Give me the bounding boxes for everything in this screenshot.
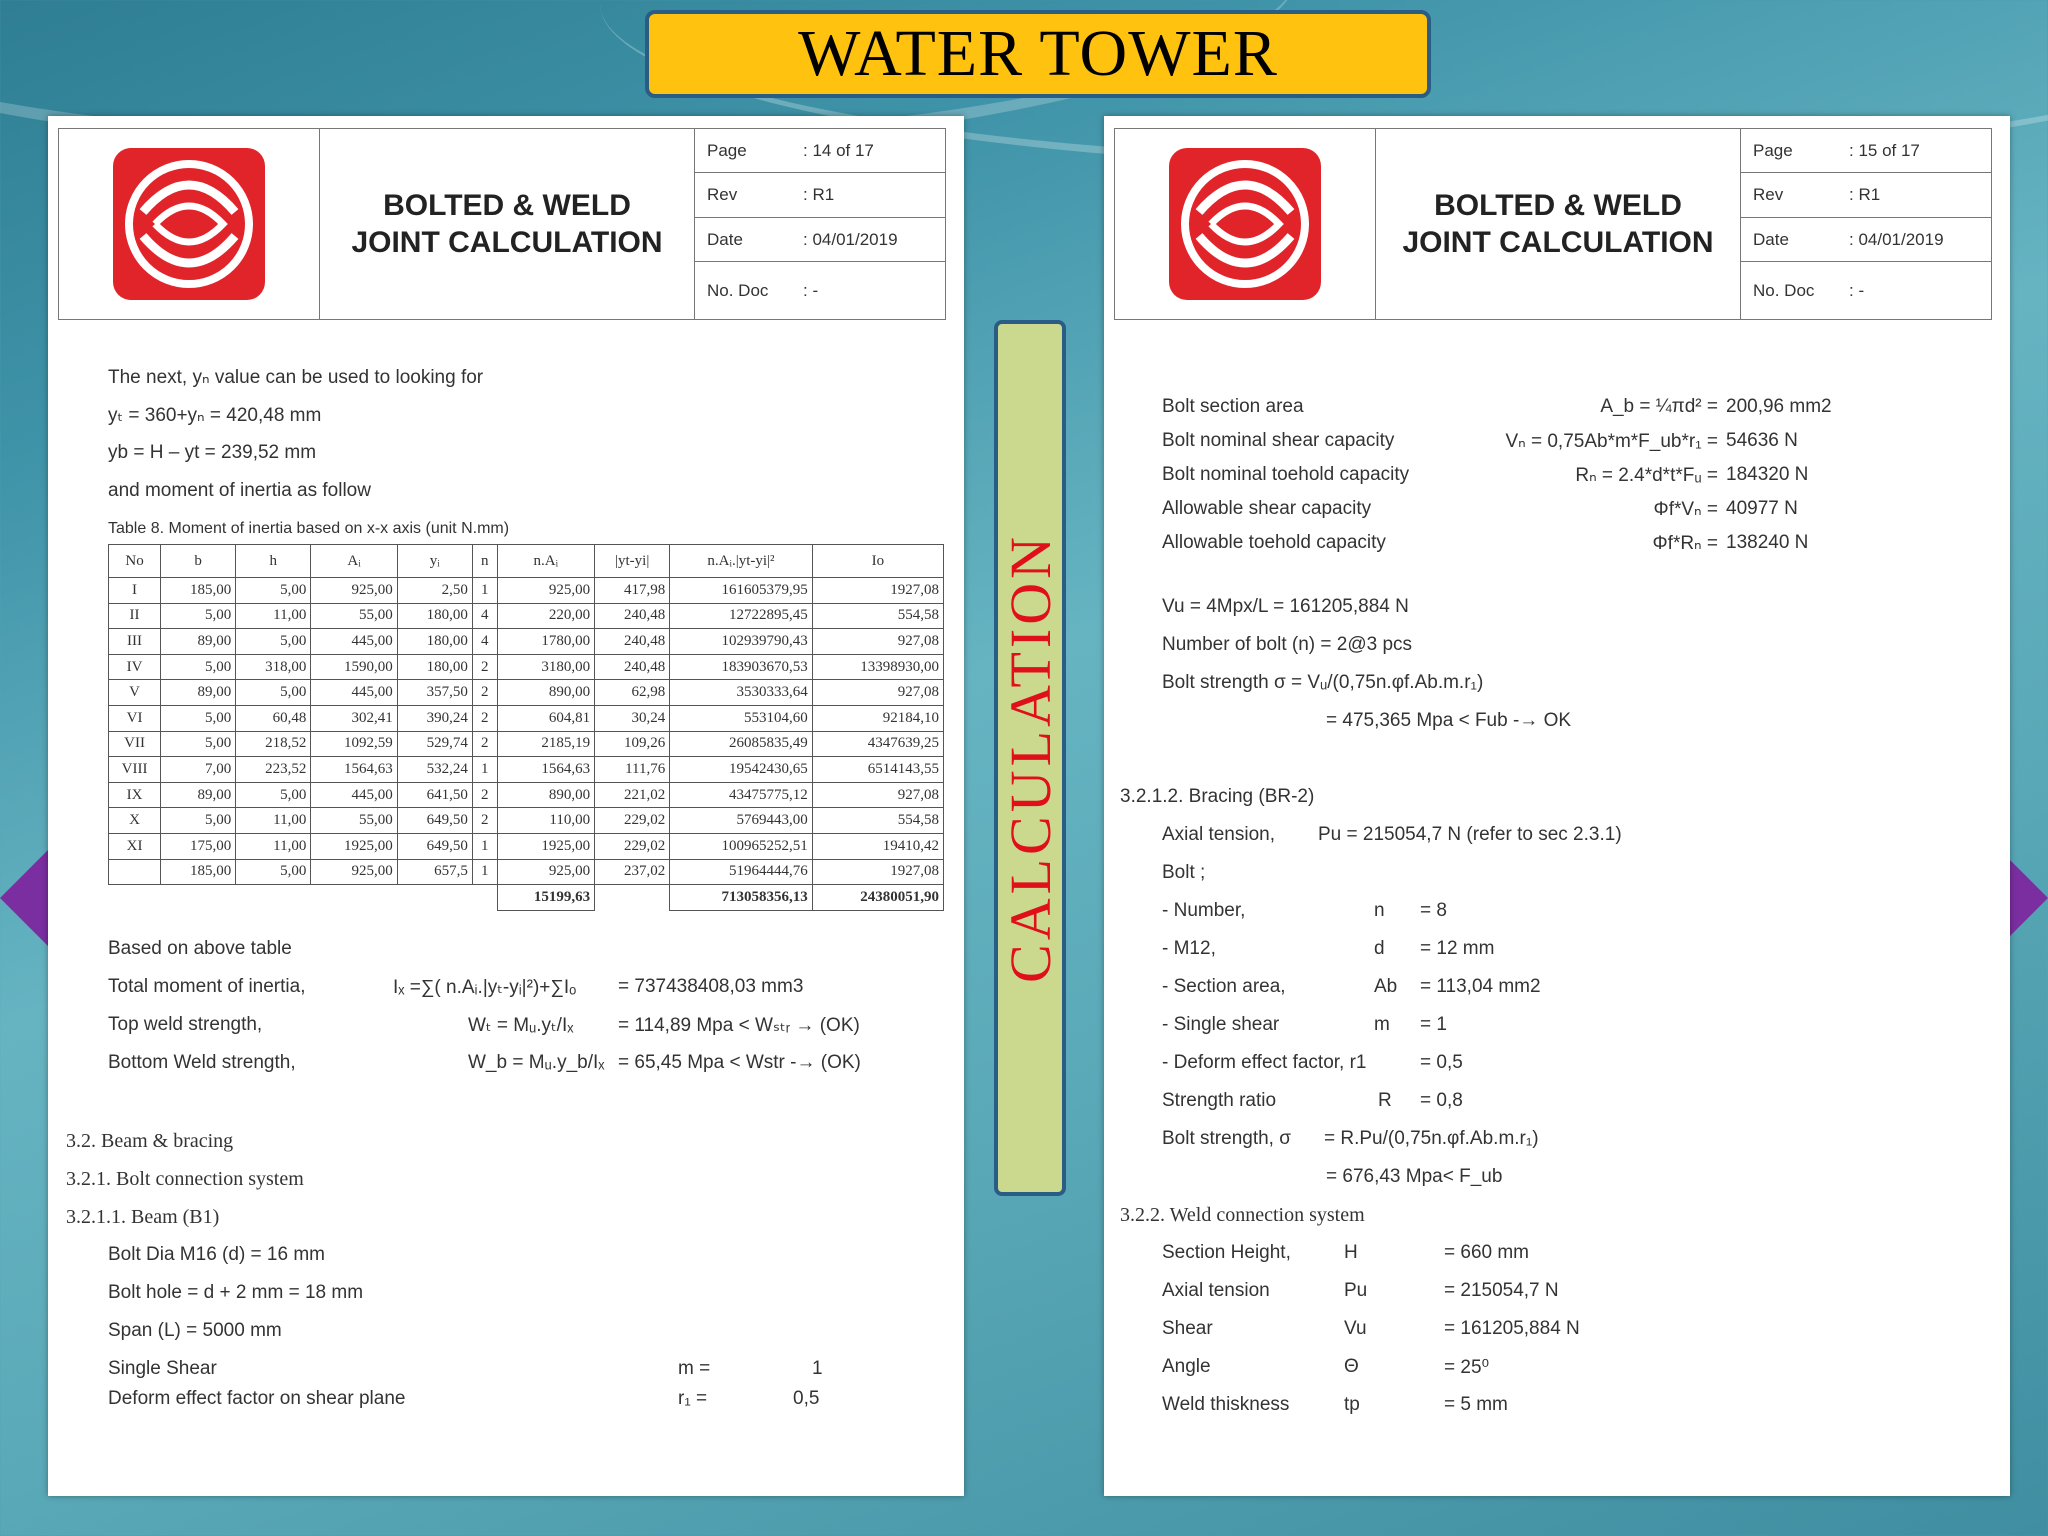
- table-cell: 11,00: [236, 603, 311, 629]
- table-empty-cell: [236, 885, 311, 911]
- table-cell: 11,00: [236, 833, 311, 859]
- capacity-value: 40977 N: [1726, 498, 1798, 519]
- table-cell: 1: [472, 859, 497, 885]
- table-cell: 445,00: [311, 629, 397, 655]
- date-value: : 04/01/2019: [803, 229, 898, 249]
- table-cell: 2: [472, 680, 497, 706]
- bs-result: = 676,43 Mpa< F_ub: [1326, 1166, 1503, 1187]
- table-cell: 229,02: [595, 808, 670, 834]
- table-cell: 1780,00: [497, 629, 595, 655]
- table-cell: 649,50: [397, 808, 472, 834]
- table-cell: 529,74: [397, 731, 472, 757]
- ratio-symbol: R: [1378, 1090, 1392, 1111]
- table-cell: 180,00: [397, 629, 472, 655]
- table-cell: 110,00: [497, 808, 595, 834]
- table-cell: 5,00: [236, 629, 311, 655]
- table-cell: 318,00: [236, 654, 311, 680]
- bolt-item-value: = 8: [1420, 900, 1447, 921]
- table-cell: 554,58: [812, 603, 943, 629]
- capacity-formula: A_b = ¼πd² =: [1600, 396, 1718, 417]
- table-cell: 927,08: [812, 680, 943, 706]
- weld-item-value: = 660 mm: [1444, 1242, 1530, 1263]
- doc-value: : -: [803, 280, 819, 300]
- table-cell: 92184,10: [812, 705, 943, 731]
- table-row: [109, 603, 944, 629]
- table-cell: 175,00: [161, 833, 236, 859]
- table-cell: 417,98: [595, 578, 670, 604]
- table-cell: 302,41: [311, 705, 397, 731]
- top-weld-formula: Wₜ = Mᵤ.yₜ/Iₓ: [468, 1015, 574, 1036]
- rev-value: : R1: [803, 185, 835, 205]
- weld-item-label: Weld thiskness: [1162, 1394, 1290, 1415]
- page-value: : 15 of 17: [1849, 140, 1920, 160]
- table-header-cell: h: [236, 545, 311, 578]
- table-empty-cell: [109, 885, 161, 911]
- table-cell: 1: [472, 833, 497, 859]
- side-label: CALCULATION: [997, 533, 1063, 983]
- slide-title-box: [645, 10, 1431, 98]
- header-title: [1376, 129, 1741, 319]
- table-cell: 554,58: [812, 808, 943, 834]
- capacity-value: 184320 N: [1726, 464, 1809, 485]
- table-cell: 43475775,12: [670, 782, 812, 808]
- page-label: Page: [707, 140, 747, 160]
- table-cell: 1927,08: [812, 578, 943, 604]
- top-weld-label: Top weld strength,: [108, 1014, 263, 1035]
- table-cell: III: [109, 629, 161, 655]
- ratio-label: Strength ratio: [1162, 1090, 1277, 1111]
- table-header-cell: n.Aᵢ: [497, 545, 595, 578]
- capacity-label: Bolt nominal shear capacity: [1162, 430, 1395, 451]
- document-page-left: [48, 116, 964, 1496]
- bolt-item-value: = 12 mm: [1420, 938, 1495, 959]
- table-cell: 553104,60: [670, 705, 812, 731]
- span-line: Span (L) = 5000 mm: [108, 1320, 282, 1341]
- table-header-cell: Aᵢ: [311, 545, 397, 578]
- table-cell: 2: [472, 654, 497, 680]
- table-header-cell: n: [472, 545, 497, 578]
- table-cell: 229,02: [595, 833, 670, 859]
- table-cell: 4347639,25: [812, 731, 943, 757]
- company-logo-icon: [1169, 148, 1321, 300]
- moment-intro: and moment of inertia as follow: [108, 480, 371, 501]
- table-cell: 925,00: [311, 578, 397, 604]
- bolt-strength-line: Bolt strength σ = Vᵤ/(0,75n.φf.Ab.m.r₁): [1162, 672, 1484, 693]
- table-cell: 100965252,51: [670, 833, 812, 859]
- table-cell: 5,00: [161, 603, 236, 629]
- capacity-label: Bolt section area: [1162, 396, 1304, 417]
- bolt-item-label: - Number,: [1162, 900, 1246, 921]
- bs-formula: = R.Pu/(0,75n.φf.Ab.m.r₁): [1324, 1128, 1539, 1149]
- table-cell: 2: [472, 731, 497, 757]
- table-cell: 218,52: [236, 731, 311, 757]
- table-cell: 7,00: [161, 757, 236, 783]
- table-cell: 657,5: [397, 859, 472, 885]
- vu-line: Vu = 4Mpx/L = 161205,884 N: [1162, 596, 1409, 617]
- header-title-line1: BOLTED & WELD: [1434, 189, 1682, 222]
- bolt-hole-line: Bolt hole = d + 2 mm = 18 mm: [108, 1282, 364, 1303]
- bolt-item-symbol: n: [1374, 900, 1385, 921]
- intro-text: The next, yₙ value can be used to looking for: [108, 367, 484, 388]
- weld-item-symbol: H: [1344, 1242, 1358, 1263]
- table-cell: 5,00: [236, 859, 311, 885]
- table-cell: 30,24: [595, 705, 670, 731]
- bolt-item-label: - Deform effect factor, r1: [1162, 1052, 1367, 1073]
- yb-line: yb = H – yt = 239,52 mm: [108, 442, 317, 463]
- table-cell: 111,76: [595, 757, 670, 783]
- table-empty-cell: [397, 885, 472, 911]
- section-heading: 3.2.1. Bolt connection system: [66, 1168, 304, 1190]
- rev-value: : R1: [1849, 185, 1881, 205]
- table-cell: I: [109, 578, 161, 604]
- table-cell: 2: [472, 782, 497, 808]
- table-cell: 890,00: [497, 782, 595, 808]
- single-shear-value: 1: [812, 1358, 823, 1379]
- table-row: [109, 808, 944, 834]
- table-cell: 5,00: [161, 808, 236, 834]
- table-cell: X: [109, 808, 161, 834]
- bolt-item-label: - Single shear: [1162, 1014, 1280, 1035]
- weld-item-label: Angle: [1162, 1356, 1211, 1377]
- total-moment-label: Total moment of inertia,: [108, 976, 306, 997]
- table-cell: 604,81: [497, 705, 595, 731]
- table-header-cell: |yt-yi|: [595, 545, 670, 578]
- table-row: [109, 578, 944, 604]
- table-cell: 26085835,49: [670, 731, 812, 757]
- table-cell: 4: [472, 603, 497, 629]
- based-on-text: Based on above table: [108, 938, 292, 959]
- table-header-cell: No: [109, 545, 161, 578]
- table-cell: 19542430,65: [670, 757, 812, 783]
- table-cell: 223,52: [236, 757, 311, 783]
- bolt-dia-line: Bolt Dia M16 (d) = 16 mm: [108, 1244, 325, 1265]
- table-cell: II: [109, 603, 161, 629]
- table-cell: 12722895,45: [670, 603, 812, 629]
- table-cell: 1925,00: [497, 833, 595, 859]
- doc-label: No. Doc: [707, 280, 769, 300]
- table-cell: 55,00: [311, 603, 397, 629]
- table-cell: 1590,00: [311, 654, 397, 680]
- header-title: [320, 129, 695, 319]
- weld-item-label: Section Height,: [1162, 1242, 1291, 1263]
- weld-item-value: = 25⁰: [1444, 1357, 1490, 1378]
- weld-item-value: = 215054,7 N: [1444, 1280, 1559, 1301]
- table-cell: 13398930,00: [812, 654, 943, 680]
- table-cell: 445,00: [311, 782, 397, 808]
- weld-item-label: Axial tension: [1162, 1280, 1270, 1301]
- document-page-right: [1104, 116, 2010, 1496]
- header-title-line2: JOINT CALCULATION: [1402, 226, 1714, 259]
- page-header: [58, 128, 946, 320]
- table-row: [109, 680, 944, 706]
- table-total-cell: 15199,63: [497, 885, 595, 911]
- table-cell: 240,48: [595, 603, 670, 629]
- table-cell: 60,48: [236, 705, 311, 731]
- weld-item-symbol: Θ: [1344, 1356, 1359, 1377]
- yt-line: yₜ = 360+yₙ = 420,48 mm: [108, 405, 322, 426]
- table-cell: 3180,00: [497, 654, 595, 680]
- table-cell: 532,24: [397, 757, 472, 783]
- table-cell: 180,00: [397, 654, 472, 680]
- bolt-item-label: - M12,: [1162, 938, 1216, 959]
- bolt-label: Bolt ;: [1162, 862, 1206, 883]
- table-cell: 62,98: [595, 680, 670, 706]
- table-cell: 927,08: [812, 782, 943, 808]
- table-cell: V: [109, 680, 161, 706]
- table-row: [109, 654, 944, 680]
- table-cell: 5,00: [236, 782, 311, 808]
- table-cell: 1927,08: [812, 859, 943, 885]
- table-cell: 89,00: [161, 680, 236, 706]
- table-cell: 185,00: [161, 859, 236, 885]
- bolt-item-label: - Section area,: [1162, 976, 1286, 997]
- table-cell: 183903670,53: [670, 654, 812, 680]
- total-moment-value: = 737438408,03 mm3: [618, 976, 804, 997]
- table-cell: VIII: [109, 757, 161, 783]
- table-cell: 445,00: [311, 680, 397, 706]
- page-value: : 14 of 17: [803, 140, 874, 160]
- section-heading: 3.2.1.2. Bracing (BR-2): [1120, 786, 1315, 807]
- capacity-formula: Rₙ = 2.4*d*t*Fᵤ =: [1575, 465, 1718, 486]
- capacity-label: Allowable toehold capacity: [1162, 532, 1386, 553]
- table-cell: IV: [109, 654, 161, 680]
- header-title-line2: JOINT CALCULATION: [351, 226, 663, 259]
- bs-label: Bolt strength, σ: [1162, 1128, 1291, 1149]
- capacity-value: 138240 N: [1726, 532, 1809, 553]
- capacity-value: 54636 N: [1726, 430, 1798, 451]
- table-cell: 890,00: [497, 680, 595, 706]
- table-cell: 180,00: [397, 603, 472, 629]
- table-header-cell: b: [161, 545, 236, 578]
- table-cell: 19410,42: [812, 833, 943, 859]
- rev-label: Rev: [1753, 185, 1784, 205]
- capacity-label: Allowable shear capacity: [1162, 498, 1372, 519]
- header-meta: [695, 129, 945, 319]
- bolt-item-symbol: Ab: [1374, 976, 1398, 997]
- table-cell: 5,00: [236, 680, 311, 706]
- table-cell: 925,00: [497, 578, 595, 604]
- table-cell: 357,50: [397, 680, 472, 706]
- table-header-row: [109, 545, 944, 578]
- table-cell: 5769443,00: [670, 808, 812, 834]
- capacity-value: 200,96 mm2: [1726, 396, 1832, 417]
- date-value: : 04/01/2019: [1849, 229, 1944, 249]
- weld-item-symbol: Pu: [1344, 1280, 1368, 1301]
- weld-item-value: = 161205,884 N: [1444, 1318, 1580, 1339]
- table-cell: VII: [109, 731, 161, 757]
- header-title-line1: BOLTED & WELD: [383, 189, 631, 222]
- capacity-label: Bolt nominal toehold capacity: [1162, 464, 1410, 485]
- table-cell: 1: [472, 757, 497, 783]
- table-cell: 5,00: [161, 731, 236, 757]
- header-meta: [1741, 129, 1991, 319]
- table-row: [109, 859, 944, 885]
- table-total-cell: 713058356,13: [670, 885, 812, 911]
- bottom-weld-label: Bottom Weld strength,: [108, 1052, 296, 1073]
- bolt-count-line: Number of bolt (n) = 2@3 pcs: [1162, 634, 1413, 655]
- single-shear-symbol: m =: [678, 1358, 711, 1379]
- date-label: Date: [1753, 229, 1789, 249]
- section-heading: 3.2.1.1. Beam (B1): [66, 1206, 220, 1228]
- bolt-item-value: = 113,04 mm2: [1420, 976, 1541, 997]
- side-label-box: [994, 320, 1066, 1196]
- section-heading: 3.2. Beam & bracing: [66, 1130, 234, 1152]
- weld-item-value: = 5 mm: [1444, 1394, 1508, 1415]
- table-total-cell: 24380051,90: [812, 885, 943, 911]
- table-total-row: [109, 885, 944, 911]
- bolt-item-value: = 0,5: [1420, 1052, 1463, 1073]
- table-cell: 5,00: [236, 578, 311, 604]
- single-shear-label: Single Shear: [108, 1358, 217, 1379]
- table-row: [109, 782, 944, 808]
- table-empty-cell: [311, 885, 397, 911]
- deform-symbol: r₁ =: [678, 1388, 708, 1409]
- slide-title: WATER TOWER: [798, 17, 1278, 90]
- ratio-value: = 0,8: [1420, 1090, 1463, 1111]
- table-cell: 1: [472, 578, 497, 604]
- capacity-formula: Φf*Rₙ =: [1652, 533, 1718, 554]
- moment-of-inertia-table: [108, 544, 944, 911]
- section-heading: 3.2.2. Weld connection system: [1120, 1204, 1365, 1226]
- table-header-cell: Io: [812, 545, 943, 578]
- table-caption: Table 8. Moment of inertia based on x-x axis (unit N.mm): [108, 520, 510, 537]
- table-cell: 89,00: [161, 629, 236, 655]
- table-cell: VI: [109, 705, 161, 731]
- bolt-item-symbol: m: [1374, 1014, 1390, 1035]
- table-cell: 240,48: [595, 629, 670, 655]
- table-row: [109, 731, 944, 757]
- table-cell: 11,00: [236, 808, 311, 834]
- table-cell: 3530333,64: [670, 680, 812, 706]
- table-cell: 2: [472, 705, 497, 731]
- weld-item-symbol: Vu: [1344, 1318, 1367, 1339]
- table-cell: 2185,19: [497, 731, 595, 757]
- capacity-formula: Φf*Vₙ =: [1653, 499, 1718, 520]
- page-header: [1114, 128, 1992, 320]
- bottom-weld-value: = 65,45 Mpa < Wstr -→ (OK): [618, 1052, 861, 1073]
- axial-value: Pu = 215054,7 N (refer to sec 2.3.1): [1318, 824, 1622, 845]
- table-cell: 51964444,76: [670, 859, 812, 885]
- deform-value: 0,5: [793, 1388, 820, 1409]
- table-cell: 5,00: [161, 654, 236, 680]
- axial-label: Axial tension,: [1162, 824, 1276, 845]
- table-cell: 1564,63: [311, 757, 397, 783]
- table-cell: 55,00: [311, 808, 397, 834]
- table-header-cell: n.Aᵢ.|yt-yi|²: [670, 545, 812, 578]
- table-cell: 1925,00: [311, 833, 397, 859]
- bolt-item-value: = 1: [1420, 1014, 1447, 1035]
- capacity-formula: Vₙ = 0,75Ab*m*F_ub*r₁ =: [1505, 431, 1718, 452]
- table-cell: 237,02: [595, 859, 670, 885]
- table-cell: IX: [109, 782, 161, 808]
- table-cell: 925,00: [311, 859, 397, 885]
- table-cell: 185,00: [161, 578, 236, 604]
- table-cell: 2,50: [397, 578, 472, 604]
- bolt-item-symbol: d: [1374, 938, 1385, 959]
- table-cell: 221,02: [595, 782, 670, 808]
- bolt-strength-result: = 475,365 Mpa < Fub -→ OK: [1326, 710, 1572, 731]
- table-cell: [109, 859, 161, 885]
- table-header-cell: yᵢ: [397, 545, 472, 578]
- doc-value: : -: [1849, 280, 1865, 300]
- table-cell: 161605379,95: [670, 578, 812, 604]
- company-logo-icon: [113, 148, 265, 300]
- page-label: Page: [1753, 140, 1793, 160]
- table-cell: XI: [109, 833, 161, 859]
- table-row: [109, 833, 944, 859]
- table-cell: 89,00: [161, 782, 236, 808]
- table-cell: 109,26: [595, 731, 670, 757]
- table-cell: 390,24: [397, 705, 472, 731]
- table-cell: 641,50: [397, 782, 472, 808]
- table-cell: 1092,59: [311, 731, 397, 757]
- table-cell: 925,00: [497, 859, 595, 885]
- table-cell: 102939790,43: [670, 629, 812, 655]
- table-cell: 240,48: [595, 654, 670, 680]
- table-cell: 5,00: [161, 705, 236, 731]
- weld-item-label: Shear: [1162, 1318, 1213, 1339]
- table-empty-cell: [161, 885, 236, 911]
- table-empty-cell: [595, 885, 670, 911]
- table-cell: 220,00: [497, 603, 595, 629]
- table-cell: 6514143,55: [812, 757, 943, 783]
- table-row: [109, 757, 944, 783]
- table-cell: 927,08: [812, 629, 943, 655]
- table-row: [109, 629, 944, 655]
- deform-label: Deform effect factor on shear plane: [108, 1388, 406, 1409]
- table-row: [109, 705, 944, 731]
- doc-label: No. Doc: [1753, 280, 1815, 300]
- table-empty-cell: [472, 885, 497, 911]
- bottom-weld-formula: W_b = Mᵤ.y_b/Iₓ: [468, 1052, 605, 1073]
- company-logo: [59, 129, 320, 319]
- company-logo: [1115, 129, 1376, 319]
- rev-label: Rev: [707, 185, 738, 205]
- date-label: Date: [707, 229, 743, 249]
- table-cell: 2: [472, 808, 497, 834]
- total-moment-formula: Iₓ =∑( n.Aᵢ.|yₜ-yᵢ|²)+∑Iₒ: [393, 977, 577, 998]
- table-cell: 649,50: [397, 833, 472, 859]
- table-cell: 1564,63: [497, 757, 595, 783]
- weld-item-symbol: tp: [1344, 1394, 1360, 1415]
- table-cell: 4: [472, 629, 497, 655]
- top-weld-value: = 114,89 Mpa < Wₛₜᵣ → (OK): [618, 1015, 860, 1036]
